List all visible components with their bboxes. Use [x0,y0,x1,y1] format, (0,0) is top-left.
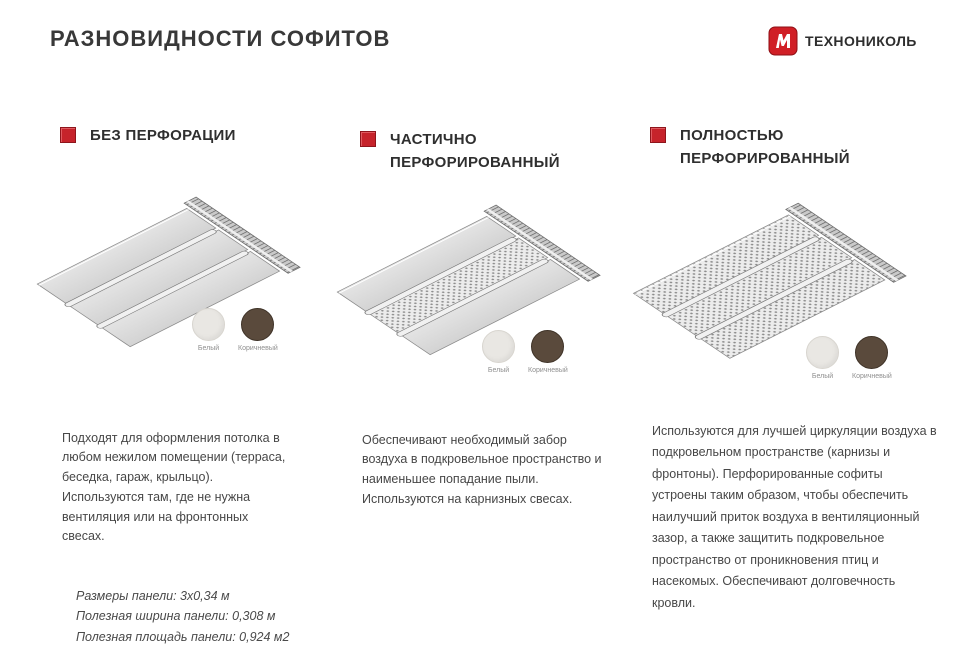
swatch-label: Белый [811,373,834,380]
description-fully-perforated: Используются для лучшей циркуляции воздуха в подкровельном пространстве (карнизы и фронтоны). Перфорированные софиты устроены таким образом, чтобы обеспечить наилучший приток воздуха в вентиляционный зазор, а также защитить подкровельное пространство от проникновения птиц и насекомых. Обеспечивают долговечность кровли. [652,423,937,610]
swatch-white [482,330,515,374]
column-header-no-perforation [60,124,320,147]
swatch-white [806,336,839,380]
swatch-label: Коричневый [238,345,278,352]
panel-specs [76,586,289,647]
white-color-dot [192,308,225,341]
column-header-partially-perforated [360,128,610,175]
white-color-dot [806,336,839,369]
swatch-label: Белый [487,367,510,374]
description-partially-perforated: Обеспечивают необходимый забор воздуха в подкровельное пространство и наименьшее попадание пыли. Используются на карнизных свесах. [362,432,602,506]
brand-name: ТЕХНОНИКОЛЬ [805,33,917,49]
red-square-bullet-icon [60,127,76,143]
page-title: РАЗНОВИДНОСТИ СОФИТОВ [50,26,391,51]
red-square-bullet-icon [360,131,376,147]
column-title: БЕЗ ПЕРФОРАЦИИ [90,127,236,144]
white-color-dot [482,330,515,363]
column-title: ПОЛНОСТЬЮ ПЕРФОРИРОВАННЫЙ [680,127,850,168]
brown-color-dot [855,336,888,369]
color-swatches [192,308,278,352]
technonicol-logo-icon [768,26,798,56]
spec-line-useful-area: Полезная площадь панели: 0,924 м2 [76,629,290,644]
swatch-brown [238,308,278,352]
swatch-label: Коричневый [852,373,892,380]
column-header-fully-perforated [650,124,910,171]
spec-line-useful-width: Полезная ширина панели: 0,308 м [76,609,276,624]
swatch-white [192,308,225,352]
red-square-bullet-icon [650,127,666,143]
brand-logo [768,26,917,56]
brown-color-dot [531,330,564,363]
spec-line-dimensions: Размеры панели: 3х0,34 м [76,589,230,603]
swatch-brown [528,330,568,374]
description-no-perforation: Подходят для оформления потолка в любом нежилом помещении (терраса, беседка, гараж, крыльцо). Используются там, где не нужна вентиляция или на фронтонных свесах. [62,430,286,544]
swatch-label: Коричневый [528,367,568,374]
brown-color-dot [241,308,274,341]
color-swatches [806,336,892,380]
column-title: ЧАСТИЧНО ПЕРФОРИРОВАННЫЙ [390,131,560,172]
swatch-label: Белый [197,345,220,352]
color-swatches [482,330,568,374]
swatch-brown [852,336,892,380]
